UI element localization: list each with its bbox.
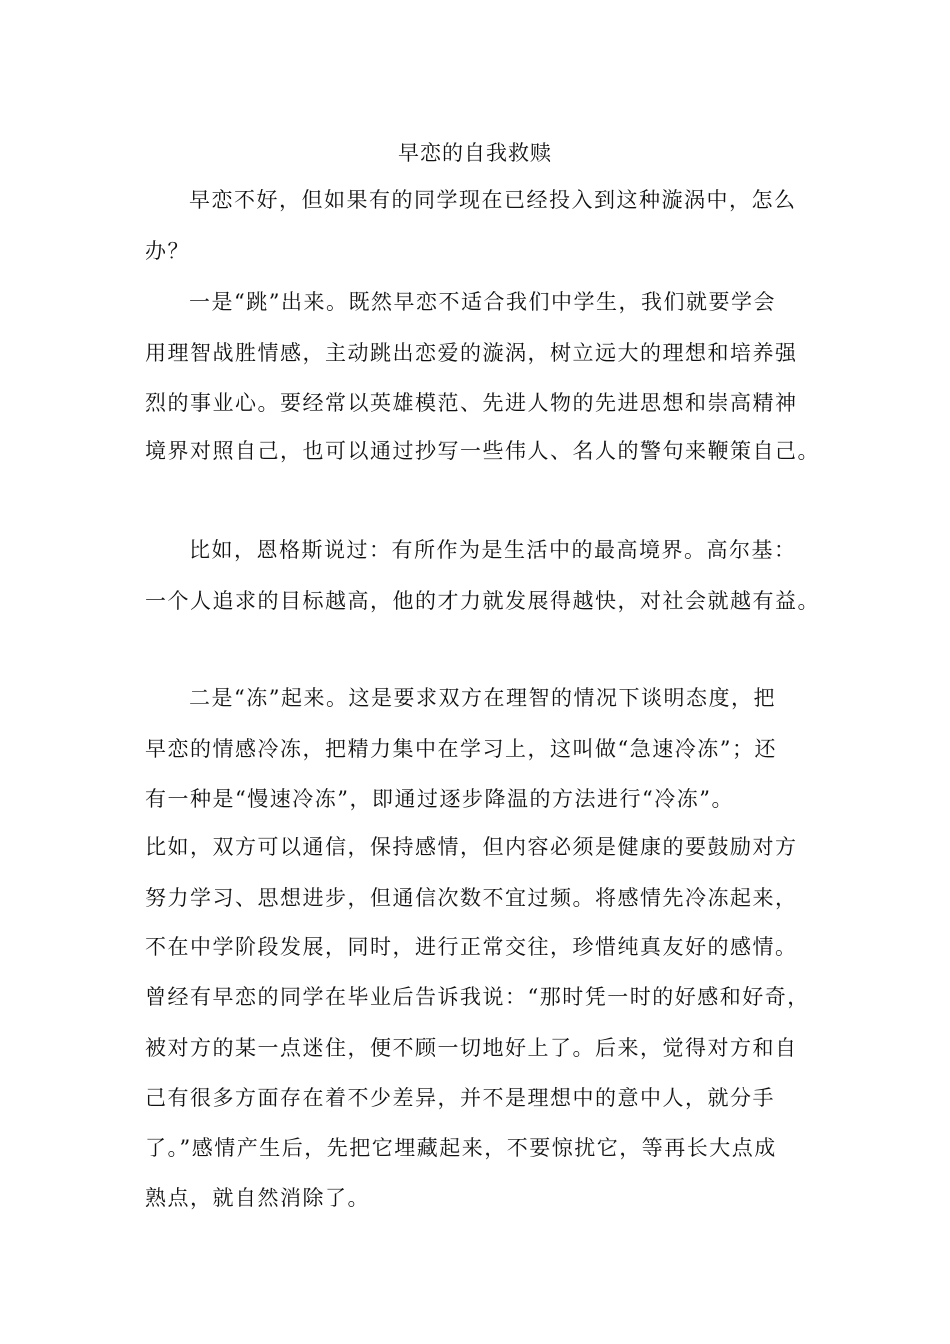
text-line: 不在中学阶段发展，同时，进行正常交往，珍惜纯真友好的感情。 — [145, 935, 798, 959]
text-line: 努力学习、思想进步，但通信次数不宜过频。将感情先冷冻起来， — [145, 886, 798, 910]
text-line: 早恋的情感冷冻，把精力集中在学习上，这叫做“急速冷冻”；还 — [145, 737, 777, 761]
document-title: 早恋的自我救赎 — [398, 141, 552, 165]
text-line: 曾经有早恋的同学在毕业后告诉我说：“那时凭一时的好感和好奇， — [145, 985, 810, 1009]
text-line: 了。”感情产生后，先把它埋藏起来，不要惊扰它，等再长大点成 — [145, 1136, 777, 1160]
text-line: 熟点，就自然消除了。 — [145, 1186, 370, 1210]
text-line: 境界对照自己，也可以通过抄写一些伟人、名人的警句来鞭策自己。 — [145, 439, 820, 463]
text-line: 用理智战胜情感，主动跳出恋爱的漩涡，树立远大的理想和培养强 — [145, 341, 798, 365]
text-line: 比如，恩格斯说过：有所作为是生活中的最高境界。高尔基： — [189, 538, 797, 562]
text-line: 早恋不好，但如果有的同学现在已经投入到这种漩涡中，怎么 — [189, 188, 797, 212]
text-line: 被对方的某一点迷住，便不顾一切地好上了。后来，觉得对方和自 — [145, 1036, 798, 1060]
text-line: 烈的事业心。要经常以英雄模范、先进人物的先进思想和崇高精神 — [145, 391, 798, 415]
text-line: 己有很多方面存在着不少差异，并不是理想中的意中人，就分手 — [145, 1086, 775, 1110]
text-line: 有一种是“慢速冷冻”，即通过逐步降温的方法进行“冷冻”。 — [145, 787, 734, 811]
text-line: 办？ — [145, 239, 190, 263]
text-line: 二是“冻”起来。这是要求双方在理智的情况下谈明态度，把 — [189, 686, 776, 710]
text-line: 一是“跳”出来。既然早恋不适合我们中学生，我们就要学会 — [189, 290, 776, 314]
text-line: 一个人追求的目标越高，他的才力就发展得越快，对社会就越有益。 — [145, 589, 820, 613]
text-line: 比如，双方可以通信，保持感情，但内容必须是健康的要鼓励对方 — [145, 835, 798, 859]
